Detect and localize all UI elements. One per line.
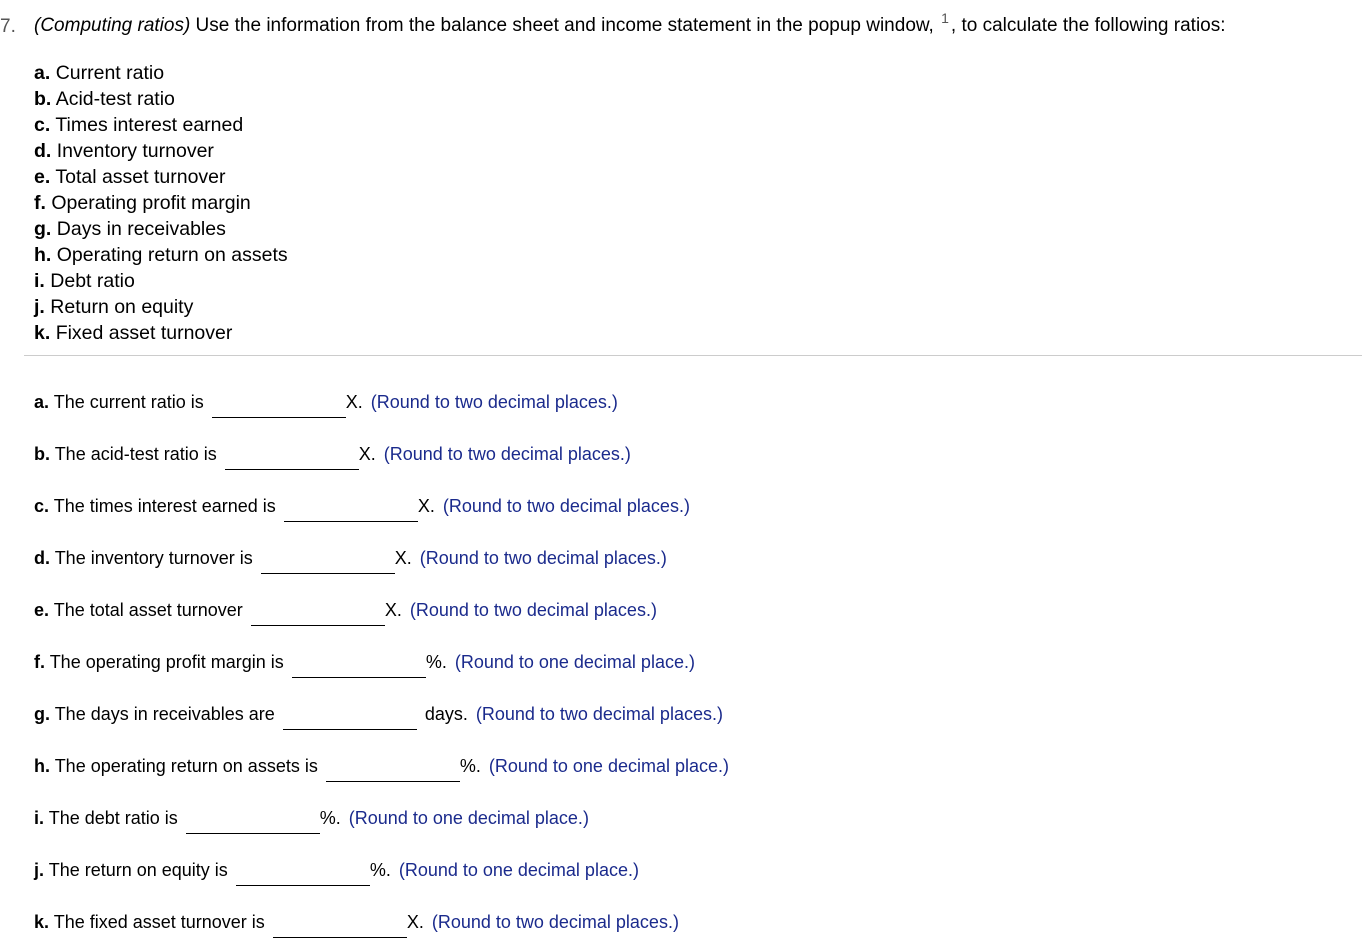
answer-unit: X.	[358, 444, 376, 464]
ratio-name: Acid-test ratio	[55, 88, 175, 110]
ratio-name: Current ratio	[55, 62, 165, 84]
answer-label-text: The fixed asset turnover is	[53, 912, 265, 932]
popup-reference-link[interactable]: 1	[941, 10, 949, 26]
rounding-hint: (Round to two decimal places.)	[370, 392, 618, 412]
answer-label-text: The times interest earned is	[53, 496, 276, 516]
answer-label-text: The days in receivables are	[54, 704, 275, 724]
answer-unit: X.	[417, 496, 435, 516]
answer-label-text: The inventory turnover is	[54, 548, 253, 568]
inventory-turnover-input[interactable]	[261, 551, 395, 574]
answer-row-times-interest-earned	[34, 470, 729, 522]
answer-label-text: The return on equity is	[48, 860, 228, 880]
answer-label	[34, 444, 217, 470]
answer-letter: b.	[34, 444, 50, 464]
rounding-hint: (Round to two decimal places.)	[419, 548, 667, 568]
answer-letter: h.	[34, 756, 50, 776]
answer-label	[34, 496, 276, 522]
answer-label-text: The current ratio is	[53, 392, 204, 412]
answer-letter: a.	[34, 392, 50, 412]
ratio-letter: f.	[34, 192, 46, 214]
total-asset-turnover-input[interactable]	[251, 603, 385, 626]
answer-section	[34, 366, 729, 938]
ratio-item-days-in-receivables	[34, 216, 288, 242]
section-divider	[24, 355, 1362, 356]
rounding-hint: (Round to two decimal places.)	[475, 704, 723, 724]
answer-letter: f.	[34, 652, 45, 672]
ratio-name: Operating profit margin	[51, 192, 251, 214]
rounding-hint: (Round to two decimal places.)	[431, 912, 679, 932]
current-ratio-input[interactable]	[212, 395, 346, 418]
answer-row-debt-ratio	[34, 782, 729, 834]
question-topic: (Computing ratios)	[34, 15, 191, 36]
answer-letter: j.	[34, 860, 45, 880]
answer-label-text: The acid-test ratio is	[54, 444, 217, 464]
answer-unit: days.	[424, 704, 468, 724]
ratio-letter: g.	[34, 218, 52, 240]
answer-row-current-ratio	[34, 366, 729, 418]
answer-letter: i.	[34, 808, 45, 828]
ratio-item-operating-return-on-assets	[34, 242, 288, 268]
prompt-text-before: Use the information from the balance sheet and income statement in the popup window,	[190, 15, 940, 36]
ratio-item-acid-test-ratio	[34, 86, 288, 112]
answer-label	[34, 392, 204, 418]
answer-row-operating-profit-margin	[34, 626, 729, 678]
prompt-text-after: , to calculate the following ratios:	[950, 15, 1226, 36]
answer-row-return-on-equity	[34, 834, 729, 886]
rounding-hint: (Round to two decimal places.)	[442, 496, 690, 516]
answer-label	[34, 912, 265, 938]
return-on-equity-input[interactable]	[236, 863, 370, 886]
ratio-item-times-interest-earned	[34, 112, 288, 138]
answer-letter: c.	[34, 496, 50, 516]
answer-label	[34, 860, 228, 886]
debt-ratio-input[interactable]	[186, 811, 320, 834]
answer-letter: g.	[34, 704, 50, 724]
answer-label-text: The debt ratio is	[48, 808, 178, 828]
ratio-list	[34, 60, 288, 346]
answer-unit: %.	[425, 652, 447, 672]
rounding-hint: (Round to one decimal place.)	[398, 860, 639, 880]
answer-unit: %.	[369, 860, 391, 880]
ratio-letter: h.	[34, 244, 52, 266]
answer-unit: X.	[394, 548, 412, 568]
times-interest-earned-input[interactable]	[284, 499, 418, 522]
answer-row-days-in-receivables	[34, 678, 729, 730]
answer-unit: X.	[384, 600, 402, 620]
answer-row-inventory-turnover	[34, 522, 729, 574]
answer-unit: %.	[319, 808, 341, 828]
ratio-item-return-on-equity	[34, 294, 288, 320]
ratio-name: Debt ratio	[50, 270, 135, 292]
acid-test-ratio-input[interactable]	[225, 447, 359, 470]
answer-unit: X.	[345, 392, 363, 412]
ratio-name: Inventory turnover	[56, 140, 214, 162]
ratio-letter: c.	[34, 114, 51, 136]
ratio-letter: a.	[34, 62, 51, 84]
answer-label	[34, 704, 275, 730]
question-number: 7.	[0, 16, 16, 37]
answer-letter: d.	[34, 548, 50, 568]
ratio-name: Fixed asset turnover	[55, 322, 233, 344]
answer-letter: k.	[34, 912, 50, 932]
ratio-item-fixed-asset-turnover	[34, 320, 288, 346]
question-prompt	[34, 10, 1226, 37]
ratio-name: Days in receivables	[56, 218, 226, 240]
rounding-hint: (Round to one decimal place.)	[454, 652, 695, 672]
ratio-letter: b.	[34, 88, 52, 110]
operating-return-on-assets-input[interactable]	[326, 759, 460, 782]
ratio-letter: j.	[34, 296, 45, 318]
answer-unit: %.	[459, 756, 481, 776]
ratio-item-debt-ratio	[34, 268, 288, 294]
ratio-item-operating-profit-margin	[34, 190, 288, 216]
rounding-hint: (Round to one decimal place.)	[348, 808, 589, 828]
ratio-letter: e.	[34, 166, 51, 188]
answer-label	[34, 652, 284, 678]
days-in-receivables-input[interactable]	[283, 707, 417, 730]
ratio-name: Times interest earned	[55, 114, 244, 136]
answer-row-fixed-asset-turnover	[34, 886, 729, 938]
rounding-hint: (Round to two decimal places.)	[409, 600, 657, 620]
answer-label-text: The total asset turnover	[53, 600, 243, 620]
answer-label	[34, 756, 318, 782]
answer-letter: e.	[34, 600, 50, 620]
rounding-hint: (Round to two decimal places.)	[383, 444, 631, 464]
answer-label	[34, 808, 178, 834]
answer-label-text: The operating profit margin is	[49, 652, 284, 672]
answer-row-total-asset-turnover	[34, 574, 729, 626]
ratio-name: Total asset turnover	[55, 166, 226, 188]
answer-unit: X.	[406, 912, 424, 932]
rounding-hint: (Round to one decimal place.)	[488, 756, 729, 776]
answer-label	[34, 548, 253, 574]
ratio-letter: i.	[34, 270, 45, 292]
ratio-letter: d.	[34, 140, 52, 162]
fixed-asset-turnover-input[interactable]	[273, 915, 407, 938]
ratio-name: Operating return on assets	[56, 244, 288, 266]
answer-row-acid-test-ratio	[34, 418, 729, 470]
answer-label-text: The operating return on assets is	[54, 756, 318, 776]
ratio-name: Return on equity	[50, 296, 194, 318]
answer-label	[34, 600, 243, 626]
answer-row-operating-return-on-assets	[34, 730, 729, 782]
operating-profit-margin-input[interactable]	[292, 655, 426, 678]
ratio-item-inventory-turnover	[34, 138, 288, 164]
ratio-item-total-asset-turnover	[34, 164, 288, 190]
ratio-letter: k.	[34, 322, 51, 344]
ratio-item-current-ratio	[34, 60, 288, 86]
